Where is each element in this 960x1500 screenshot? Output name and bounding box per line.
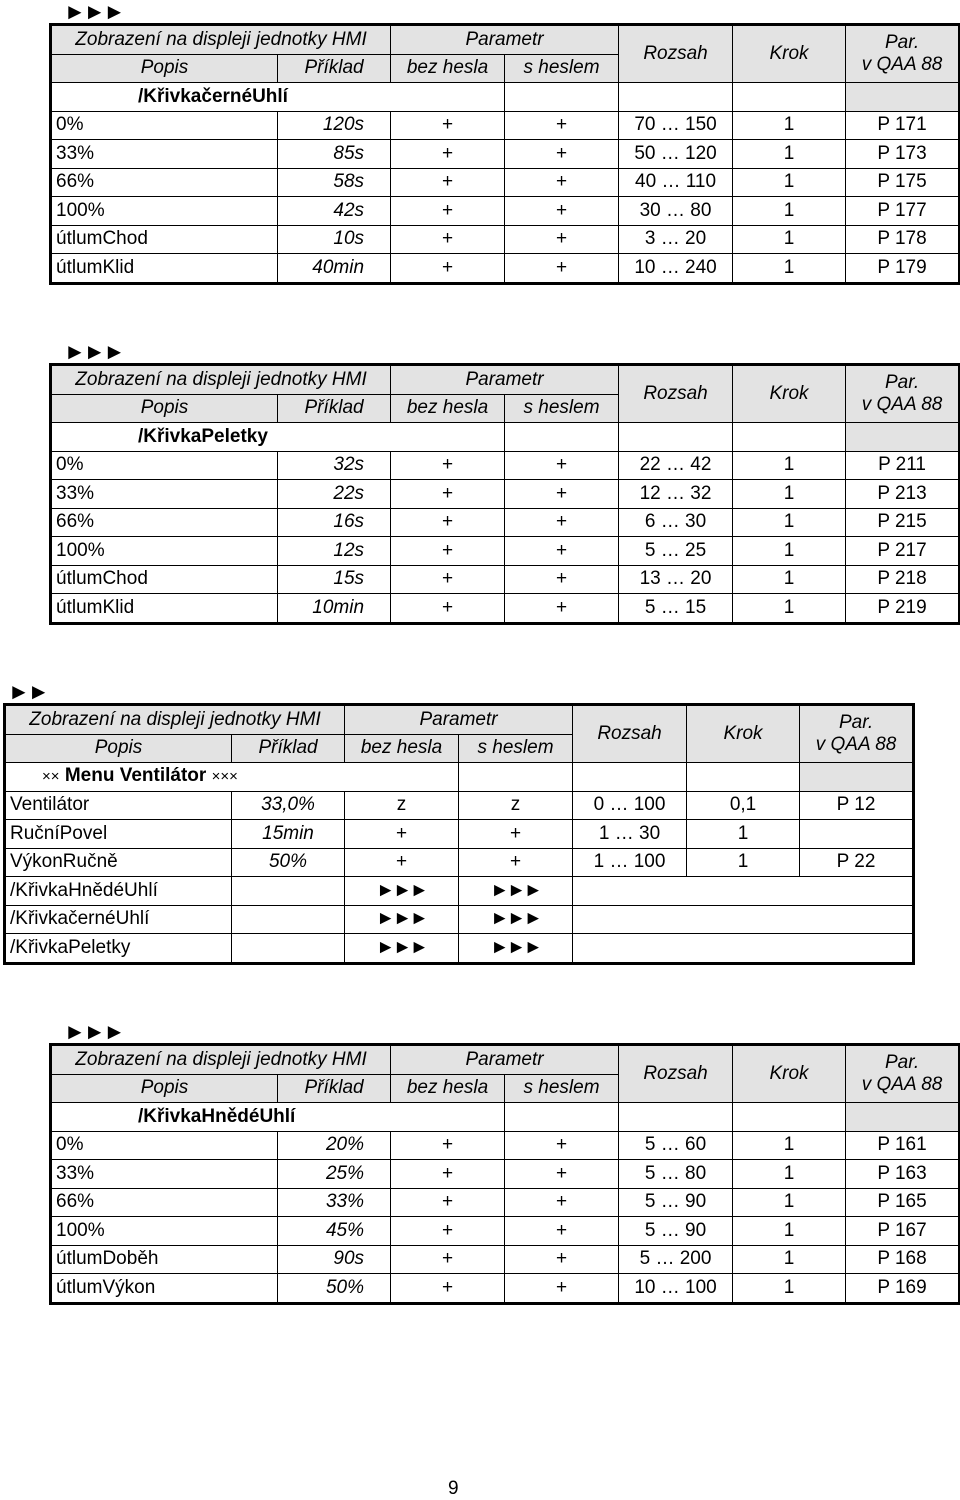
cell-popis: útlumKlid [51,594,278,624]
cell-bez-hesla: + [391,537,505,566]
header-row-1 [51,365,960,395]
nav-arrows-1: ►►► [64,0,124,24]
cell-bez-hesla: + [391,1217,505,1246]
param-table-krivka-hnede-uhli [49,1043,960,1305]
section-suffix-cross-icon: ××× [211,768,238,786]
cell-bez-hesla: + [345,820,459,849]
cell-par: P 165 [846,1188,960,1217]
header-priklad: Příklad [278,54,391,83]
cell-s-heslem: + [505,140,619,169]
cell-krok: 1 [733,168,846,197]
cell-popis: 0% [51,1131,278,1160]
cell-popis: 66% [51,1188,278,1217]
cell-krok: 1 [687,820,800,849]
cell-bez-hesla: + [391,225,505,254]
cell-par: P 215 [846,508,960,537]
cell-priklad: 58s [278,168,391,197]
cell-par: P 22 [800,848,914,877]
cell-s-heslem [459,934,573,964]
cell-krok: 1 [733,1131,846,1160]
cell-rozsah: 13 … 20 [619,565,733,594]
cell-krok: 0,1 [687,791,800,820]
cell-bez-hesla: + [391,1188,505,1217]
section-title: /KřivkaHnědéUhlí [51,1103,391,1132]
cell-popis: útlumChod [51,225,278,254]
header-rozsah: Rozsah [573,705,687,763]
cell-krok: 1 [733,594,846,624]
cell-par: P 213 [846,480,960,509]
section-row [5,763,914,792]
cell-priklad: 25% [278,1160,391,1189]
cell-rozsah: 10 … 240 [619,254,733,284]
cell-rozsah: 5 … 60 [619,1131,733,1160]
cell-par: P 163 [846,1160,960,1189]
header-s-heslem: s heslem [505,394,619,423]
section-prefix-cross-icon: ×× [42,768,60,786]
table-row [51,1131,960,1160]
cell-s-heslem [459,877,573,906]
cell-bez-hesla: + [391,111,505,140]
cell-popis: 33% [51,140,278,169]
param-table-menu-ventilator [3,703,915,965]
cell-priklad: 15min [232,820,345,849]
section-title [5,763,345,792]
cell-priklad: 12s [278,537,391,566]
cell-bez-hesla: + [391,1131,505,1160]
arrow-right-icon: ►►► [376,879,427,901]
header-rozsah: Rozsah [619,1045,733,1103]
header-popis: Popis [51,54,278,83]
cell-s-heslem: + [459,820,573,849]
cell-s-heslem: + [505,168,619,197]
cell-s-heslem: + [505,197,619,226]
cell-s-heslem: + [505,480,619,509]
header-popis: Popis [5,734,232,763]
cell-priklad: 10min [278,594,391,624]
header-par [800,705,914,763]
cell-priklad: 42s [278,197,391,226]
table-row [51,1217,960,1246]
cell-popis: 66% [51,508,278,537]
cell-priklad: 40min [278,254,391,284]
table-row [5,820,914,849]
header-row-1 [5,705,914,735]
cell-priklad: 33% [278,1188,391,1217]
table-row [51,225,960,254]
cell-krok: 1 [733,1217,846,1246]
header-zobrazeni: Zobrazení na displeji jednotky HMI [5,705,345,735]
cell-krok: 1 [733,254,846,284]
cell-bez-hesla: + [391,197,505,226]
section-row [51,1103,960,1132]
cell-s-heslem: + [505,508,619,537]
table-row [51,254,960,284]
header-popis: Popis [51,394,278,423]
table-row [51,168,960,197]
table-row [51,197,960,226]
cell-rozsah: 0 … 100 [573,791,687,820]
cell-rozsah: 5 … 15 [619,594,733,624]
table-row [51,1160,960,1189]
cell-krok: 1 [733,225,846,254]
cell-rozsah: 50 … 120 [619,140,733,169]
cell-krok: 1 [733,1245,846,1274]
cell-par: P 167 [846,1217,960,1246]
header-popis: Popis [51,1074,278,1103]
header-bez-hesla: bez hesla [391,54,505,83]
cell-krok: 1 [733,565,846,594]
header-par [846,365,960,423]
header-zobrazeni: Zobrazení na displeji jednotky HMI [51,1045,391,1075]
cell-bez-hesla: + [391,480,505,509]
cell-rozsah: 6 … 30 [619,508,733,537]
cell-par: P 171 [846,111,960,140]
cell-rozsah: 5 … 25 [619,537,733,566]
cell-krok: 1 [733,1160,846,1189]
cell-popis: /KřivkaHnědéUhlí [5,877,232,906]
cell-bez-hesla: + [391,594,505,624]
cell-rozsah: 30 … 80 [619,197,733,226]
cell-popis: 100% [51,197,278,226]
cell-krok: 1 [733,1188,846,1217]
header-row-1 [51,1045,960,1075]
cell-krok: 1 [733,1274,846,1304]
header-row-1 [51,25,960,55]
cell-bez-hesla: + [391,1160,505,1189]
cell-priklad: 15s [278,565,391,594]
cell-bez-hesla: + [391,168,505,197]
cell-bez-hesla: + [391,1274,505,1304]
cell-bez-hesla: + [391,1245,505,1274]
table-row [5,877,914,906]
nav-arrows-3: ►► [8,679,48,704]
table-row [5,848,914,877]
cell-popis: VýkonRučně [5,848,232,877]
cell-krok: 1 [733,480,846,509]
header-par-label: Par. [838,712,874,733]
cell-popis: útlumVýkon [51,1274,278,1304]
cell-popis: /KřivkačernéUhlí [5,905,232,934]
header-krok: Krok [687,705,800,763]
header-zobrazeni: Zobrazení na displeji jednotky HMI [51,365,391,395]
cell-krok: 1 [733,537,846,566]
cell-rozsah: 10 … 100 [619,1274,733,1304]
cell-s-heslem: + [505,1188,619,1217]
cell-popis: 66% [51,168,278,197]
table-row [51,1274,960,1304]
cell-par: P 178 [846,225,960,254]
header-par-label: Par. [884,32,920,53]
header-parametr: Parametr [391,1045,619,1075]
header-zobrazeni: Zobrazení na displeji jednotky HMI [51,25,391,55]
header-bez-hesla: bez hesla [391,1074,505,1103]
cell-s-heslem: + [505,565,619,594]
cell-priklad: 33,0% [232,791,345,820]
cell-rozsah: 5 … 90 [619,1188,733,1217]
cell-priklad: 120s [278,111,391,140]
cell-rozsah: 70 … 150 [619,111,733,140]
cell-priklad: 32s [278,451,391,480]
cell-bez-hesla [345,877,459,906]
cell-bez-hesla: + [391,254,505,284]
cell-popis: 33% [51,1160,278,1189]
cell-bez-hesla: + [391,140,505,169]
cell-s-heslem: + [505,254,619,284]
header-krok: Krok [733,25,846,83]
cell-priklad: 10s [278,225,391,254]
cell-par: P 177 [846,197,960,226]
table-row [5,791,914,820]
arrow-right-icon: ►►► [490,908,541,930]
section-row [51,423,960,452]
cell-priklad: 85s [278,140,391,169]
cell-s-heslem [459,905,573,934]
table-row [51,508,960,537]
section-title-text: Menu Ventilátor [64,765,207,787]
cell-krok: 1 [733,140,846,169]
cell-par: P 12 [800,791,914,820]
cell-popis: Ventilátor [5,791,232,820]
cell-par: P 217 [846,537,960,566]
cell-rozsah: 12 … 32 [619,480,733,509]
cell-par: P 161 [846,1131,960,1160]
cell-bez-hesla: + [391,565,505,594]
cell-priklad: 90s [278,1245,391,1274]
section-title: /KřivkačernéUhlí [51,83,391,112]
table-row [51,451,960,480]
table-row [51,111,960,140]
cell-priklad: 50% [278,1274,391,1304]
table-row [5,905,914,934]
cell-s-heslem: + [505,1245,619,1274]
cell-rozsah: 1 … 100 [573,848,687,877]
header-krok: Krok [733,1045,846,1103]
param-table-krivka-peletky [49,363,960,625]
cell-bez-hesla: + [345,848,459,877]
cell-s-heslem: + [505,1131,619,1160]
header-priklad: Příklad [278,394,391,423]
arrow-right-icon: ►►► [376,936,427,958]
cell-bez-hesla: z [345,791,459,820]
cell-rozsah: 5 … 80 [619,1160,733,1189]
header-parametr: Parametr [345,705,573,735]
cell-s-heslem: + [505,451,619,480]
cell-rozsah: 40 … 110 [619,168,733,197]
cell-priklad: 16s [278,508,391,537]
header-priklad: Příklad [232,734,345,763]
cell-par: P 175 [846,168,960,197]
cell-par: P 211 [846,451,960,480]
table-row [51,594,960,624]
cell-par: P 219 [846,594,960,624]
table-row [51,1188,960,1217]
cell-s-heslem: z [459,791,573,820]
header-v-qaa: v QAA 88 [815,734,897,755]
cell-par: P 173 [846,140,960,169]
cell-popis: útlumKlid [51,254,278,284]
cell-popis: 100% [51,1217,278,1246]
cell-s-heslem: + [459,848,573,877]
cell-rozsah: 5 … 200 [619,1245,733,1274]
header-par-label: Par. [884,372,920,393]
cell-bez-hesla [345,905,459,934]
nav-arrows-4: ►►► [64,1019,124,1044]
header-krok: Krok [733,365,846,423]
cell-par: P 218 [846,565,960,594]
page-number: 9 [448,1478,459,1499]
cell-s-heslem: + [505,1160,619,1189]
cell-popis: 0% [51,111,278,140]
cell-popis: útlumChod [51,565,278,594]
header-s-heslem: s heslem [505,54,619,83]
header-par [846,25,960,83]
header-priklad: Příklad [278,1074,391,1103]
cell-s-heslem: + [505,225,619,254]
cell-popis: /KřivkaPeletky [5,934,232,964]
cell-krok: 1 [733,508,846,537]
header-parametr: Parametr [391,25,619,55]
cell-par: P 169 [846,1274,960,1304]
cell-popis: útlumDoběh [51,1245,278,1274]
cell-s-heslem: + [505,111,619,140]
section-title: /KřivkaPeletky [51,423,391,452]
cell-priklad: 45% [278,1217,391,1246]
cell-priklad: 22s [278,480,391,509]
cell-rozsah: 5 … 90 [619,1217,733,1246]
header-v-qaa: v QAA 88 [861,54,943,75]
cell-priklad: 20% [278,1131,391,1160]
table-row [51,565,960,594]
cell-par [800,820,914,849]
cell-s-heslem: + [505,594,619,624]
cell-rozsah: 1 … 30 [573,820,687,849]
arrow-right-icon: ►►► [490,936,541,958]
cell-par: P 168 [846,1245,960,1274]
cell-rozsah: 3 … 20 [619,225,733,254]
cell-rozsah: 22 … 42 [619,451,733,480]
cell-krok: 1 [733,451,846,480]
header-v-qaa: v QAA 88 [861,1074,943,1095]
cell-bez-hesla: + [391,451,505,480]
table-row [51,1245,960,1274]
table-row [51,140,960,169]
header-bez-hesla: bez hesla [345,734,459,763]
cell-s-heslem: + [505,1274,619,1304]
table-row [51,537,960,566]
cell-par: P 179 [846,254,960,284]
cell-s-heslem: + [505,1217,619,1246]
cell-popis: RučníPovel [5,820,232,849]
nav-arrows-2: ►►► [64,339,124,364]
cell-priklad: 50% [232,848,345,877]
cell-popis: 0% [51,451,278,480]
arrow-right-icon: ►►► [490,879,541,901]
cell-krok: 1 [733,111,846,140]
cell-krok: 1 [687,848,800,877]
cell-bez-hesla: + [391,508,505,537]
header-rozsah: Rozsah [619,365,733,423]
table-row [5,934,914,964]
cell-popis: 33% [51,480,278,509]
section-row [51,83,960,112]
cell-s-heslem: + [505,537,619,566]
header-bez-hesla: bez hesla [391,394,505,423]
header-par-label: Par. [884,1052,920,1073]
table-row [51,480,960,509]
cell-krok: 1 [733,197,846,226]
header-rozsah: Rozsah [619,25,733,83]
header-par [846,1045,960,1103]
cell-bez-hesla [345,934,459,964]
arrow-right-icon: ►►► [376,908,427,930]
header-parametr: Parametr [391,365,619,395]
header-v-qaa: v QAA 88 [861,394,943,415]
param-table-krivka-cerne-uhli [49,23,960,285]
header-s-heslem: s heslem [505,1074,619,1103]
header-s-heslem: s heslem [459,734,573,763]
cell-popis: 100% [51,537,278,566]
